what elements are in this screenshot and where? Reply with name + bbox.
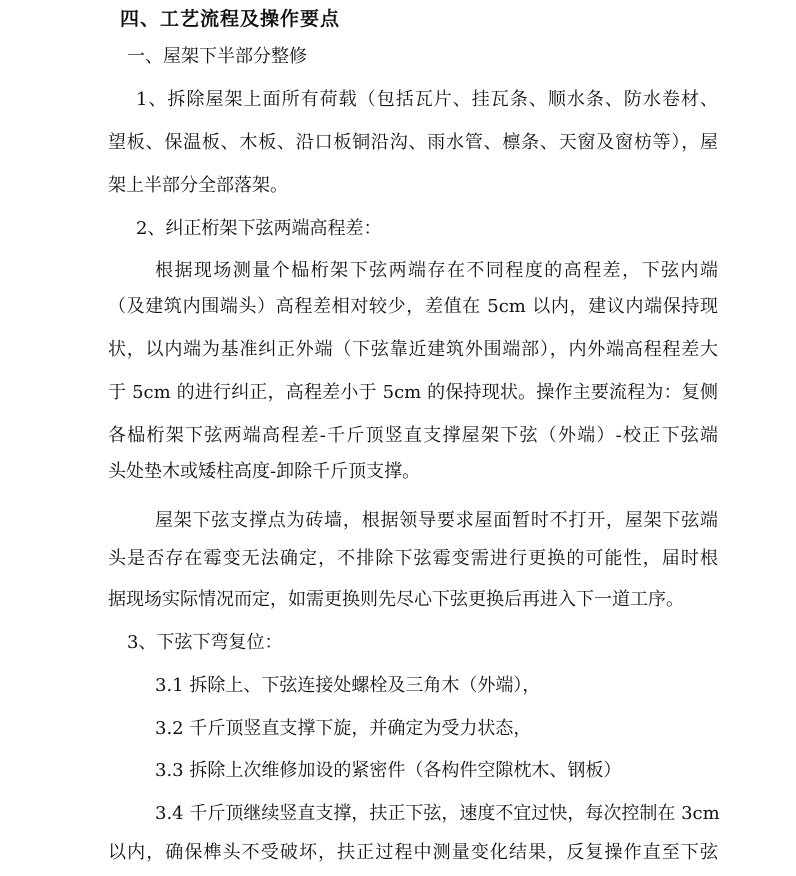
para2-line-3: 据现场实际情况而定，如需更换则先尽心下弦更换后再进入下一道工序。	[108, 589, 684, 610]
para2-line-1: 屋架下弦支撑点为砖墙，根据领导要求屋面暂时不打开，屋架下弦端	[155, 510, 718, 531]
item2-title: 2、纠正桁架下弦两端高程差：	[136, 218, 382, 239]
para1-line-3: 状，以内端为基准纠正外端（下弦靠近建筑外围端部），内外端高程程差大	[108, 339, 718, 360]
step4-line-1: 3.4 千斤顶继续竖直支撑，扶正下弦，速度不宜过快，每次控制在 3cm	[155, 803, 720, 824]
item1-line-2: 望板、保温板、木板、沿口板铜沿沟、雨水管、檩条、天窗及窗枋等），屋	[108, 132, 718, 153]
para1-line-4: 于 5cm 的进行纠正，高程差小于 5cm 的保持现状。操作主要流程为：复侧	[108, 382, 718, 403]
para1-line-6: 头处垫木或矮柱高度-卸除千斤顶支撑。	[108, 461, 421, 482]
item3-title: 3、下弦下弯复位：	[127, 632, 283, 653]
para1-line-1: 根据现场测量个榀桁架下弦两端存在不同程度的高程差，下弦内端	[155, 260, 718, 281]
step-3-3: 3.3 拆除上次维修加设的紧密件（各构件空隙枕木、钢板）	[155, 760, 622, 781]
item1-line-1: 1、拆除屋架上面所有荷载（包括瓦片、挂瓦条、顺水条、防水卷材、	[136, 89, 718, 110]
subsection-title: 一、屋架下半部分整修	[127, 46, 307, 67]
para1-line-5: 各榀桁架下弦两端高程差-千斤顶竖直支撑屋架下弦（外端）-校正下弦端	[108, 425, 718, 446]
para1-line-2: （及建筑内围端头）高程差相对较少，差值在 5cm 以内，建议内端保持现	[108, 296, 718, 317]
step-3-2: 3.2 千斤顶竖直支撑下旋，并确定为受力状态，	[155, 718, 532, 739]
item1-line-3: 架上半部分全部落架。	[108, 175, 288, 196]
step4-line-2: 以内，确保榫头不受破坏，扶正过程中测量变化结果，反复操作直至下弦	[108, 842, 718, 863]
section-heading: 四、工艺流程及操作要点	[120, 8, 341, 30]
para2-line-2: 头是否存在霉变无法确定，不排除下弦霉变需进行更换的可能性，届时根	[108, 548, 718, 569]
step-3-1: 3.1 拆除上、下弦连接处螺栓及三角木（外端），	[155, 675, 541, 696]
